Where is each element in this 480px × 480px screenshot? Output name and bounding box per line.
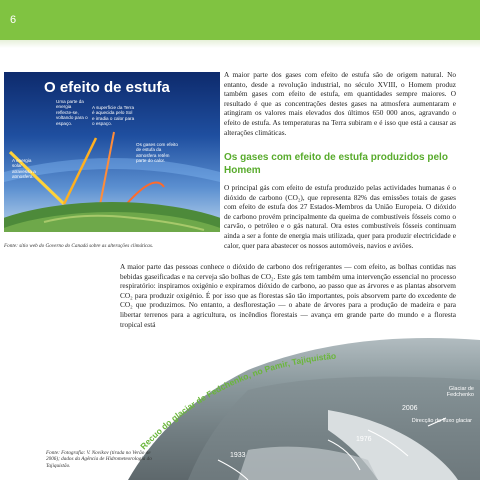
curved-caption-text: Recuo do glaciar de Fedchenko, no Pamir, Tajiquistão — [138, 350, 337, 452]
co2-paragraph: O principal gás com efeito de estufa produzido pelas actividades humanas é o dióxido de carbono (CO₂), que representa 82% das emissões totais de gases com efeito de estufa dos 27 Estados-Membros da União Europeia. O dióxido de carbono provém principalmente da queima de combustíveis fósseis como o carvão, o petróleo e o gás natural. Ora estes combustíveis fósseis continuam ainda a ser a fonte de energia mais utilizada, quer para produzir electricidade e calor, quer para abastecer os nossos automóveis, navios e aviões. — [224, 183, 456, 250]
year-label-1933: 1933 — [230, 452, 246, 459]
label-gases-retain-heat: Os gases com efeito de estufa da atmosfera retêm parte do calor. — [136, 142, 178, 164]
intro-paragraph: A maior parte dos gases com efeito de estufa são de origem natural. No entanto, desde a revolução industrial, no século XVIII, o Homem produz também gases com efeito de estufa, em quantidades sempre maiores. O resultado é que as concentrações destes gases na atmosfera aumentaram e atingiram os valores mais elevados dos últimos 650 000 anos, agravando o efeito de estufa. As temperaturas na Terra subiram e é isso que está a causar as alterações climáticas. — [224, 70, 456, 137]
figure-title: O efeito de estufa — [44, 79, 170, 96]
label-surface-heated: A superfície da Terra é aquecida pelo Sol e irradia o calor para o espaço. — [92, 105, 135, 127]
page-header-bar — [0, 0, 480, 40]
label-reflected-energy: Uma parte da energia reflecte-se, voltando para o espaço. — [56, 99, 88, 126]
year-label-1976: 1976 — [356, 436, 372, 443]
label-solar-energy: A energia solar atravessa a atmosfera. — [12, 158, 36, 180]
photo-caption: Fonte: Fotografia: V. Novikov (tirada no Verão de 2006); dados da Agência de Hidrometeorologia do Tajiquistão. — [46, 450, 152, 469]
greenhouse-effect-figure — [4, 72, 220, 232]
glacier-photo-art — [128, 330, 480, 480]
greenhouse-diagram-art — [4, 72, 220, 232]
glacier-photo — [128, 330, 480, 480]
label-glacier-name: Glaciar de Fedchenko — [446, 386, 474, 399]
label-flow-direction: Direcção do fluxo glaciar — [411, 418, 472, 424]
radiated-heat-arrow — [99, 132, 114, 210]
refrigerants-paragraph: A maior parte das pessoas conhece o dióxido de carbono dos refrigerantes — com efeito, as bolhas contidas nas bebidas gaseificadas e na cerveja são bolhas de CO₂. Este gás tem também uma intervenção essencial no processo respiratório: inspiramos oxigénio e expiramos dióxido de carbono, ao passo que as árvores e as plantas absorvem CO₂ para produzir oxigénio. É por isso que as florestas são tão importantes, pois absorvem parte do excedente de CO₂ que produzimos. No entanto, a desflorestação — o abate de árvores para a produção de madeira e para libertar terrenos para a agricultura, os incêndios florestais — avança em grande parte do mundo e a floresta tropical está — [120, 262, 456, 329]
year-label-2006: 2006 — [402, 405, 418, 412]
header-gradient-band — [0, 40, 480, 48]
page-number: 6 — [10, 14, 17, 26]
section-heading: Os gases com efeito de estufa produzidos pelo Homem — [224, 152, 448, 176]
figure-caption: Fonte: sítio web do Governo do Canadá sobre as alterações climáticas. — [4, 243, 154, 249]
